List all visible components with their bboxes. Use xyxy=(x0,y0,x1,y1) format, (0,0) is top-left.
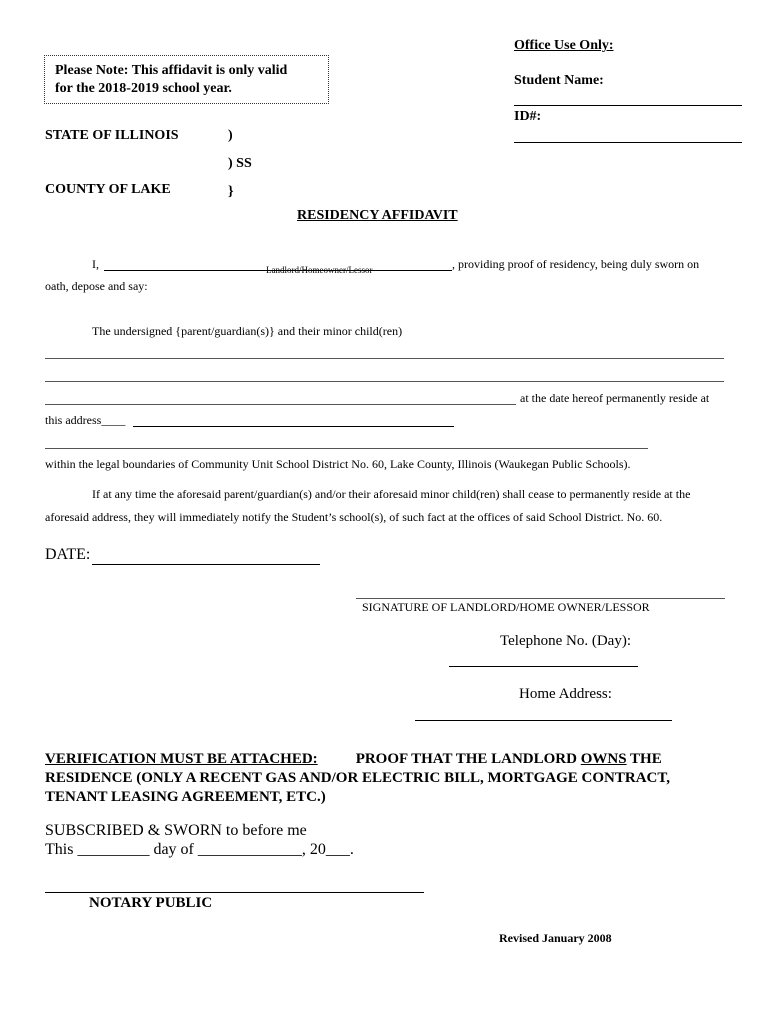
venue-ss: ) SS xyxy=(228,156,252,171)
names-field-3[interactable] xyxy=(45,404,516,405)
revised-date: Revised January 2008 xyxy=(499,931,612,945)
telephone-field[interactable] xyxy=(449,666,638,667)
address-field-2[interactable] xyxy=(45,448,648,449)
telephone-label: Telephone No. (Day): xyxy=(500,633,631,649)
sworn-line-1: SUBSCRIBED & SWORN to before me xyxy=(45,822,307,839)
note-line-2: for the 2018-2019 school year. xyxy=(55,81,232,96)
id-label: ID#: xyxy=(514,109,542,124)
notary-signature-field[interactable] xyxy=(45,892,424,893)
names-field-1[interactable] xyxy=(45,358,724,359)
date-label: DATE: xyxy=(45,546,91,563)
cease-text-line-1: If at any time the aforesaid parent/guardian(s) and/or their aforesaid minor child(ren) shall cease to permanently reside at the xyxy=(92,487,691,501)
state-label: STATE OF ILLINOIS xyxy=(45,128,179,143)
page-title: RESIDENCY AFFIDAVIT xyxy=(297,208,458,223)
address-field-1[interactable] xyxy=(133,426,454,427)
county-label: COUNTY OF LAKE xyxy=(45,182,171,197)
signature-field[interactable] xyxy=(356,598,725,599)
student-name-field[interactable] xyxy=(514,105,742,106)
date-field[interactable] xyxy=(92,564,320,565)
id-field[interactable] xyxy=(514,142,742,143)
oath-suffix: , providing proof of residency, being duly sworn on xyxy=(452,257,700,271)
district-boundaries-text: within the legal boundaries of Community Unit School District No. 60, Lake County, Illinois (Waukegan Public Schools). xyxy=(45,457,631,471)
verification-heading: VERIFICATION MUST BE ATTACHED: xyxy=(45,751,318,767)
landlord-caption: Landlord/Homeowner/Lessor xyxy=(266,265,373,275)
student-name-label: Student Name: xyxy=(514,73,604,88)
reside-text: at the date hereof permanently reside at xyxy=(520,391,710,405)
home-address-label: Home Address: xyxy=(519,686,612,702)
address-label: this address____ xyxy=(45,413,126,427)
venue-paren-1: ) xyxy=(228,128,233,143)
notary-label: NOTARY PUBLIC xyxy=(89,895,213,911)
i-prefix: I, xyxy=(92,257,99,271)
verification-heading-line xyxy=(45,751,662,768)
owns-word: OWNS xyxy=(580,751,627,767)
names-field-2[interactable] xyxy=(45,381,724,382)
signature-label: SIGNATURE OF LANDLORD/HOME OWNER/LESSOR xyxy=(362,600,650,614)
verification-line-3: TENANT LEASING AGREEMENT, ETC.) xyxy=(45,789,326,805)
venue-brace: } xyxy=(228,184,234,199)
sworn-line-2: This _________ day of _____________, 20___. xyxy=(45,841,354,858)
home-address-field[interactable] xyxy=(415,720,672,721)
undersigned-text: The undersigned {parent/guardian(s)} and their minor child(ren) xyxy=(92,324,403,338)
cease-text-line-2: aforesaid address, they will immediately notify the Student’s school(s), of such fact at the offices of said School District. No. 60. xyxy=(45,510,663,524)
verification-line-2: RESIDENCE (ONLY A RECENT GAS AND/OR ELECTRIC BILL, MORTGAGE CONTRACT, xyxy=(45,770,671,786)
oath-continuation: oath, depose and say: xyxy=(45,279,148,293)
note-line-1: Please Note: This affidavit is only valid xyxy=(55,63,288,78)
validity-note-box xyxy=(44,55,329,104)
proof-prefix: PROOF THAT THE LANDLORD xyxy=(355,751,581,767)
office-use-heading: Office Use Only: xyxy=(514,38,614,53)
proof-suffix: THE xyxy=(626,751,662,767)
